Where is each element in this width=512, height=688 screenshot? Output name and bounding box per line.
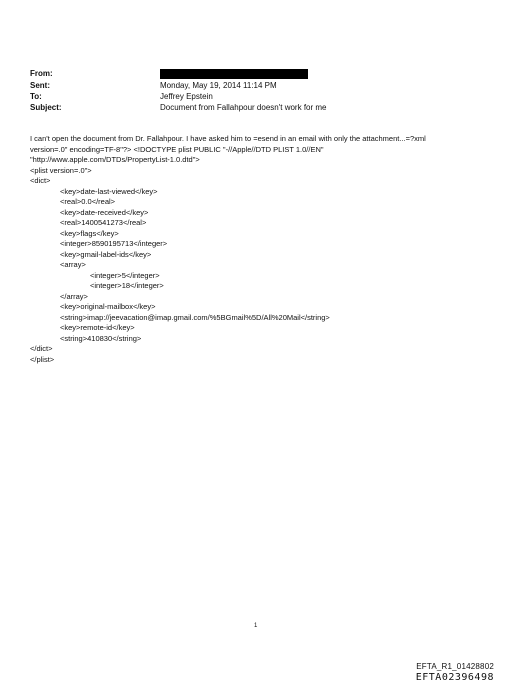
bates-stamp-primary: EFTA_R1_01428802	[416, 662, 494, 671]
bates-stamp-secondary: EFTA02396498	[415, 672, 494, 683]
body-line: <integer>5</integer>	[90, 270, 160, 280]
body-line: </dict>	[30, 344, 53, 353]
body-line: <string>410830</string>	[60, 333, 142, 343]
body-line: <key>flags</key>	[60, 228, 119, 238]
body-line: <key>gmail-label-ids</key>	[60, 249, 152, 259]
body-line: <key>date-last-viewed</key>	[60, 186, 158, 196]
to-value: Jeffrey Epstein	[160, 92, 213, 101]
from-label: From:	[30, 69, 53, 78]
body-line: version=.0" encoding=TF-8"?> <!DOCTYPE plist PUBLIC "-//Apple//DTD PLIST 1.0//EN"	[30, 144, 324, 154]
subject-value: Document from Fallahpour doesn't work for me	[160, 103, 327, 112]
body-line: <string>imap://jeevacation@imap.gmail.com/%5BGmail%5D/All%20Mail</string>	[60, 312, 330, 322]
body-line: "http://www.apple.com/DTDs/PropertyList-1.0.dtd">	[30, 155, 200, 164]
body-line: <dict>	[30, 176, 51, 185]
email-body	[30, 134, 490, 365]
sent-value: Monday, May 19, 2014 11:14 PM	[160, 81, 277, 90]
body-line: <plist version=.0">	[30, 165, 92, 175]
body-line: <key>date-received</key>	[60, 207, 149, 217]
body-line: <integer>8590195713</integer>	[60, 239, 168, 248]
body-line: I can't open the document from Dr. Fallahpour. I have asked him to =esend in an email with only the attachment...=?xml	[30, 134, 426, 143]
page-number: 1	[254, 623, 258, 629]
sent-label: Sent:	[30, 81, 50, 90]
to-label: To:	[30, 92, 42, 101]
body-line: <array>	[60, 260, 86, 269]
body-line: </plist>	[30, 354, 55, 364]
subject-label: Subject:	[30, 103, 62, 112]
body-line: </array>	[60, 291, 88, 301]
body-line: <integer>18</integer>	[90, 281, 164, 290]
redaction-bar	[160, 69, 308, 79]
body-line: <key>original-mailbox</key>	[60, 302, 156, 311]
body-line: <real>0.0</real>	[60, 197, 116, 206]
body-line: <key>remote-id</key>	[60, 323, 135, 332]
body-line: <real>1400541273</real>	[60, 218, 147, 227]
